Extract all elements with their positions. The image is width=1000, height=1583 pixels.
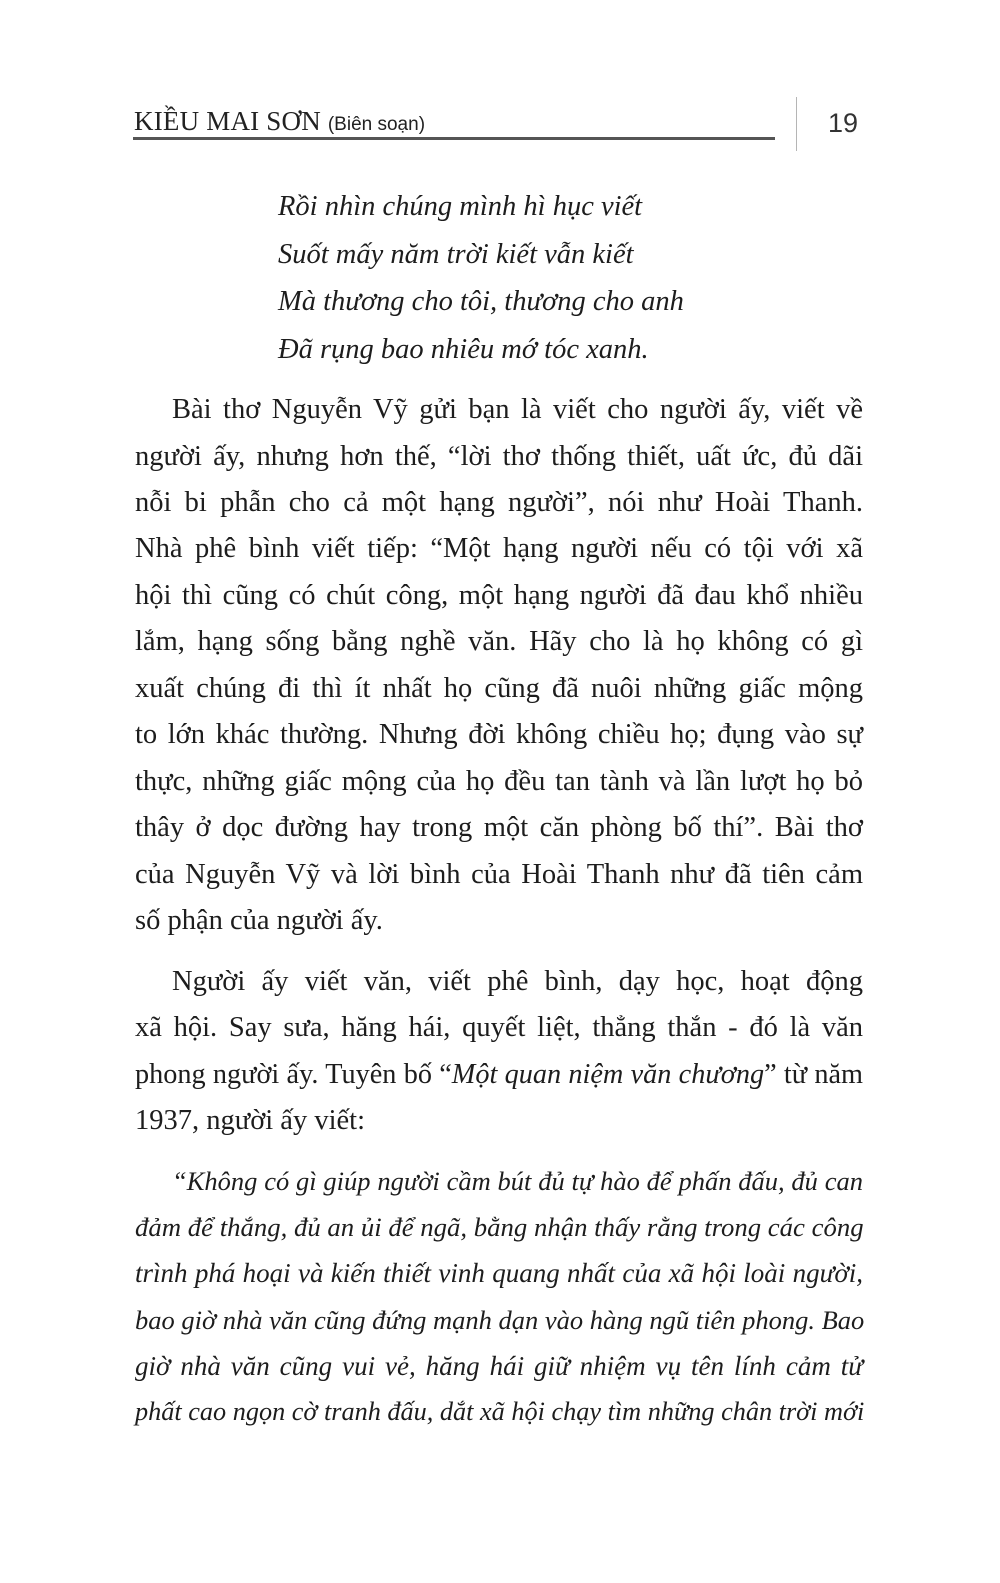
- text-line: người ấy, nhưng hơn thế, “lời thơ thống thiết, uất ức, đủ dãi: [135, 441, 863, 472]
- page-number: 19: [828, 108, 859, 138]
- text-line: [135, 1058, 863, 1092]
- quote-line: trình phá hoại và kiến thiết vinh quang nhất của xã hội loài người,: [135, 1258, 863, 1288]
- text-line: thây ở dọc đường hay trong một căn phòng bố thí”. Bài thơ: [135, 812, 863, 843]
- poem-line: Mà thương cho tôi, thương cho anh: [278, 286, 684, 317]
- quote-line: giờ nhà văn cũng vui vẻ, hăng hái giữ nhiệm vụ tên lính cảm tử: [135, 1351, 863, 1381]
- text-line: xã hội. Say sưa, hăng hái, quyết liệt, thẳng thắn - đó là văn: [135, 1012, 863, 1043]
- text-line: 1937, người ấy viết:: [135, 1105, 365, 1136]
- poem-line: Đã rụng bao nhiêu mớ tóc xanh.: [278, 334, 649, 365]
- header-rule: [133, 137, 775, 140]
- text-line: của Nguyễn Vỹ và lời bình của Hoài Thanh như đã tiên cảm: [135, 859, 863, 890]
- text-segment: phong người ấy. Tuyên bố “: [135, 1059, 452, 1090]
- poem-line: Rồi nhìn chúng mình hì hục viết: [278, 191, 643, 222]
- header-author: [134, 106, 425, 137]
- text-line: hội thì cũng có chút công, một hạng người đã đau khổ nhiều: [135, 580, 863, 611]
- essay-title: Một quan niệm văn chương: [451, 1059, 765, 1090]
- header-author-name: KIỀU MAI SƠN: [134, 106, 321, 136]
- poem-line: Suốt mấy năm trời kiết vẫn kiết: [278, 239, 634, 270]
- quote-line: đảm để thắng, đủ an ủi để ngã, bằng nhận thấy rằng trong các công: [135, 1212, 864, 1242]
- text-line: nỗi bi phẫn cho cả một hạng người”, nói như Hoài Thanh.: [135, 487, 863, 518]
- text-line: Nhà phê bình viết tiếp: “Một hạng người nếu có tội với xã: [135, 533, 863, 564]
- text-line: Bài thơ Nguyễn Vỹ gửi bạn là viết cho người ấy, viết về: [172, 394, 863, 425]
- text-line: to lớn khác thường. Nhưng đời không chiều họ; đụng vào sự: [135, 719, 863, 750]
- text-line: thực, những giấc mộng của họ đều tan tành và lần lượt họ bỏ: [135, 766, 863, 797]
- header-role: (Biên soạn): [327, 114, 426, 135]
- quote-line: bao giờ nhà văn cũng đứng mạnh dạn vào hàng ngũ tiên phong. Bao: [135, 1305, 865, 1335]
- header-divider: [796, 97, 797, 151]
- quote-line: “Không có gì giúp người cầm bút đủ tự hào để phấn đấu, đủ can: [172, 1166, 863, 1196]
- text-line: số phận của người ấy.: [135, 905, 383, 936]
- text-line: lắm, hạng sống bằng nghề văn. Hãy cho là họ không có gì: [135, 626, 863, 657]
- quote-line: phất cao ngọn cờ tranh đấu, dắt xã hội chạy tìm những chân trời mới: [135, 1397, 865, 1426]
- text-line: xuất chúng đi thì ít nhất họ cũng đã nuôi những giấc mộng: [135, 673, 863, 704]
- text-line: Người ấy viết văn, viết phê bình, dạy học, hoạt động: [172, 966, 863, 997]
- text-segment: ” từ năm: [764, 1059, 863, 1090]
